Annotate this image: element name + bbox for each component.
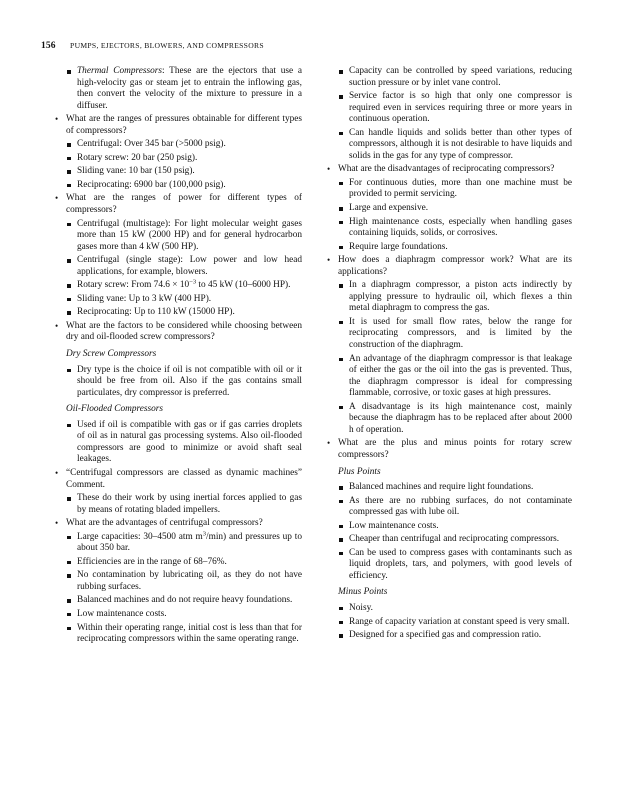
right-column (327, 66, 572, 644)
question-reciprocating-disadvantages: • What are the disadvantages of reciprocating compressors? (327, 164, 572, 176)
list-item: An advantage of the diaphragm compressor is that leakage of either the gas or the oil into the gas is prevented. Thus, the diaphragm compressor is ideal for compressing flammable, corrosive, or toxic gases at high pressures. (327, 354, 572, 400)
list-item: For continuous duties, more than one machine must be provided to permit servicing. (327, 178, 572, 201)
list-item: Efficiencies are in the range of 68–76%. (55, 557, 302, 569)
rotary-text-b: to 45 kW (10–6000 HP). (196, 280, 291, 291)
thermal-label: Thermal Compressors (77, 66, 162, 76)
rotary-text-a: Rotary screw: From 74.6 × 10 (77, 280, 190, 291)
plus-points-list (327, 482, 572, 582)
list-item: Noisy. (327, 603, 572, 615)
list-item: No contamination by lubricating oil, as they do not have rubbing surfaces. (55, 570, 302, 593)
list-item: Low maintenance costs. (55, 609, 302, 621)
list-item: Can handle liquids and solids better than other types of compressors, although it is not desirable to have liquids and solids in the gas for any type of compressor. (327, 128, 572, 163)
centrifugal-advantages-continued (327, 66, 572, 162)
power-ranges-list (55, 219, 302, 319)
list-item: Balanced machines and require light foundations. (327, 482, 572, 494)
list-item: It is used for small flow rates, below the range for reciprocating compressors, and is limited by the construction of the diaphragm. (327, 317, 572, 352)
list-item (55, 280, 302, 292)
capacity-text-b: /min) and pressures up to about 350 bar. (77, 531, 302, 554)
list-item: High maintenance costs, especially when handling gases containing liquids, solids, or corrosives. (327, 217, 572, 240)
list-item: Dry type is the choice if oil is not compatible with oil or it should be free from oil. Also if the gas contains small particulates, dry compressor is preferred. (55, 365, 302, 400)
running-head: PUMPS, EJECTORS, BLOWERS, AND COMPRESSORS (70, 41, 264, 50)
minus-points-heading: Minus Points (338, 587, 388, 598)
list-item: Designed for a specified gas and compression ratio. (327, 630, 572, 642)
list-item: Sliding vane: Up to 3 kW (400 HP). (55, 294, 302, 306)
list-item: Balanced machines and do not require heavy foundations. (55, 595, 302, 607)
list-item: Centrifugal: Over 345 bar (>5000 psig). (55, 139, 302, 151)
dry-screw-heading: Dry Screw Compressors (66, 349, 157, 360)
dry-screw-list (55, 365, 302, 400)
rotary-exponent: −3 (189, 278, 197, 286)
list-item: Reciprocating: Up to 110 kW (15000 HP). (55, 307, 302, 319)
list-item: Can be used to compress gases with contaminants such as liquid droplets, tars, and polymers, with good levels of efficiency. (327, 548, 572, 583)
plus-points-heading: Plus Points (338, 466, 381, 477)
list-item: Range of capacity variation at constant speed is very small. (327, 617, 572, 629)
question-dynamic-machines: • “Centrifugal compressors are classed as dynamic machines” Comment. (55, 468, 302, 491)
list-item: Sliding vane: 10 bar (150 psig). (55, 166, 302, 178)
capacity-exponent: 3 (202, 530, 206, 538)
list-item: Rotary screw: 20 bar (250 psig). (55, 153, 302, 165)
centrifugal-advantages-list (55, 532, 302, 646)
question-pressure-ranges: • What are the ranges of pressures obtainable for different types of compressors? (55, 114, 302, 137)
question-screw-factors: • What are the factors to be considered while choosing between dry and oil-flooded screw compressors? (55, 321, 302, 344)
list-item: Capacity can be controlled by speed variations, reducing suction pressure or by inlet vane control. (327, 66, 572, 89)
minus-points-list (327, 603, 572, 642)
page-number: 156 (41, 41, 56, 51)
dynamic-machines-list (55, 493, 302, 516)
thermal-text: : These are the ejectors that use a high-velocity gas or steam jet to entrain the inflowing gas, then convert the velocity of the mixture to pressure in a diffuser. (77, 66, 302, 111)
capacity-text-a: Large capacities: 30–4500 atm m (77, 531, 203, 542)
list-item: These do their work by using inertial forces applied to gas by means of rotating bladed impellers. (55, 493, 302, 516)
left-column (55, 66, 302, 648)
thermal-list (55, 66, 302, 112)
list-item: Cheaper than centrifugal and reciprocating compressors. (327, 534, 572, 546)
pressure-ranges-list (55, 139, 302, 191)
list-item: Service factor is so high that only one compressor is required even in services requiring three or more years in continuous operation. (327, 91, 572, 126)
question-centrifugal-advantages: • What are the advantages of centrifugal compressors? (55, 518, 302, 530)
page-header (41, 41, 264, 51)
list-item: Reciprocating: 6900 bar (100,000 psig). (55, 180, 302, 192)
list-item: Within their operating range, initial cost is less than that for reciprocating compressors within the same operating range. (55, 623, 302, 646)
list-item: Used if oil is compatible with gas or if gas carries droplets of oil as in natural gas processing systems. Also oil-flooded compressors are good to minimize or avoid shaft seal leakages. (55, 420, 302, 466)
list-item: A disadvantage is its high maintenance cost, mainly because the diaphragm has to be replaced after about 2000 h of operation. (327, 402, 572, 437)
reciprocating-disadvantages-list (327, 178, 572, 253)
list-item: Centrifugal (single stage): Low power and low head applications, for example, blowers. (55, 255, 302, 278)
list-item: In a diaphragm compressor, a piston acts indirectly by applying pressure to hydraulic oil, which flexes a thin metal diaphragm to compress the gas. (327, 280, 572, 315)
oil-flooded-list (55, 420, 302, 466)
question-diaphragm-compressor: • How does a diaphragm compressor work? What are its applications? (327, 255, 572, 278)
question-rotary-screw-points: • What are the plus and minus points for rotary screw compressors? (327, 438, 572, 461)
list-item: As there are no rubbing surfaces, do not contaminate compressed gas with lube oil. (327, 496, 572, 519)
list-item (55, 532, 302, 555)
diaphragm-compressor-list (327, 280, 572, 436)
list-item: Low maintenance costs. (327, 521, 572, 533)
question-power-ranges: • What are the ranges of power for different types of compressors? (55, 193, 302, 216)
list-item: Require large foundations. (327, 242, 572, 254)
list-item: Centrifugal (multistage): For light molecular weight gases more than 15 kW (2000 HP) and for general hydrocarbon gases more than 4 kW (500 HP). (55, 219, 302, 254)
list-item: Large and expensive. (327, 203, 572, 215)
oil-flooded-heading: Oil-Flooded Compressors (66, 404, 164, 415)
list-item (55, 66, 302, 112)
